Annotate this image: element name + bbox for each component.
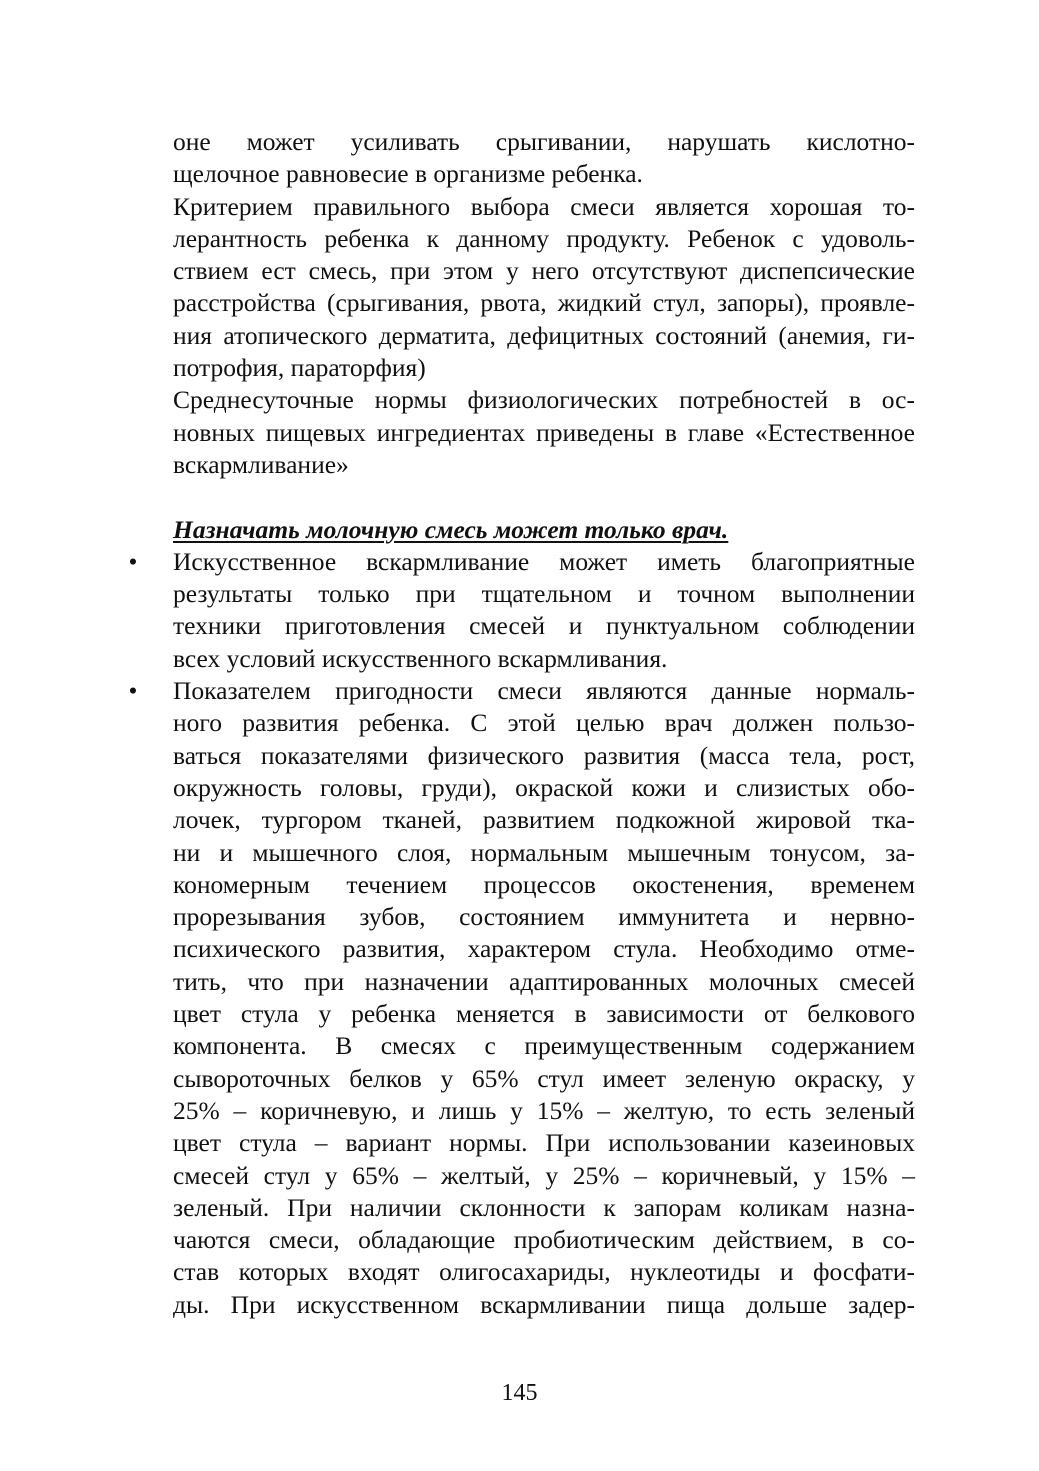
text-line: Искусственное вскармливание может иметь благоприятные	[173, 546, 915, 576]
text-line: став которых входят олигосахариды, нуклеотиды и фосфати-	[173, 1257, 915, 1287]
text-line: ния атопического дерматита, дефицитных состояний (анемия, ги-	[173, 320, 915, 350]
bullet-icon: •	[128, 546, 138, 576]
body-text	[128, 126, 915, 1321]
text-line: потрофия, параторфия)	[173, 353, 426, 383]
text-line: зеленый. При наличии склонности к запорам коликам назна-	[173, 1192, 915, 1222]
text-line: сывороточных белков у 65% стул имеет зеленую окраску, у	[173, 1063, 915, 1093]
bullet-item	[128, 546, 915, 675]
bullet-icon: •	[128, 676, 138, 706]
paragraph-continuation	[173, 126, 915, 191]
bullet-item	[128, 675, 915, 1321]
text-line: техники приготовления смесей и пунктуальном соблюдении	[173, 611, 915, 641]
text-line: расстройства (срыгивания, рвота, жидкий стул, запоры), проявле-	[173, 288, 915, 318]
section-heading: Назначать молочную смесь может только врач.	[173, 514, 729, 544]
text-line: ствием ест смесь, при этом у него отсутствуют диспепсические	[173, 256, 915, 286]
paragraph-criteria	[173, 191, 915, 385]
text-line: лочек, тургором тканей, развитием подкожной жировой тка-	[173, 805, 915, 835]
text-line: ды. При искусственном вскармливании пища дольше задер-	[173, 1289, 915, 1319]
text-line: Среднесуточные нормы физиологических потребностей в ос-	[173, 385, 915, 415]
text-line: новных пищевых ингредиентах приведены в главе «Естественное	[173, 417, 915, 447]
text-line: цвет стула у ребенка меняется в зависимости от белкового	[173, 999, 915, 1029]
text-line: всех условий искусственного вскармливания.	[173, 643, 668, 673]
text-line: результаты только при тщательном и точном выполнении	[173, 579, 915, 609]
paragraph-norms	[173, 384, 915, 481]
text-line: чаются смеси, обладающие пробиотическим действием, в со-	[173, 1225, 915, 1255]
text-line: ваться показателями физического развития (масса тела, рост,	[173, 740, 915, 770]
text-line: ни и мышечного слоя, нормальным мышечным тонусом, за-	[173, 837, 915, 867]
text-line: оне может усиливать срыгивании, нарушать кислотно-	[173, 127, 915, 156]
text-line: окружность головы, груди), окраской кожи и слизистых обо-	[173, 772, 915, 802]
text-line: Критерием правильного выбора смеси является хорошая то-	[173, 191, 915, 221]
bullet-list	[128, 546, 915, 1321]
text-line: ного развития ребенка. С этой целью врач должен пользо-	[173, 708, 915, 738]
text-line: прорезывания зубов, состоянием иммунитета и нервно-	[173, 902, 915, 932]
text-line: цвет стула – вариант нормы. При использовании казеиновых	[173, 1128, 915, 1158]
text-line: кономерным течением процессов окостенения, временем	[173, 869, 915, 899]
text-line: тить, что при назначении адаптированных молочных смесей	[173, 966, 915, 996]
text-line: Показателем пригодности смеси являются данные нормаль-	[173, 676, 915, 706]
text-line: лерантность ребенка к данному продукту. Ребенок с удоволь-	[173, 223, 915, 253]
text-line: смесей стул у 65% – желтый, у 25% – коричневый, у 15% –	[173, 1160, 915, 1190]
text-line: компонента. В смесях с преимущественным содержанием	[173, 1031, 915, 1061]
text-line: психического развития, характером стула. Необходимо отме-	[173, 934, 915, 964]
text-line: вскармливание»	[173, 449, 349, 479]
text-line: щелочное равновесие в организме ребенка.	[173, 159, 643, 189]
page-number: 145	[501, 1380, 538, 1406]
text-line: 25% – коричневую, и лишь у 15% – желтую, то есть зеленый	[173, 1095, 915, 1125]
